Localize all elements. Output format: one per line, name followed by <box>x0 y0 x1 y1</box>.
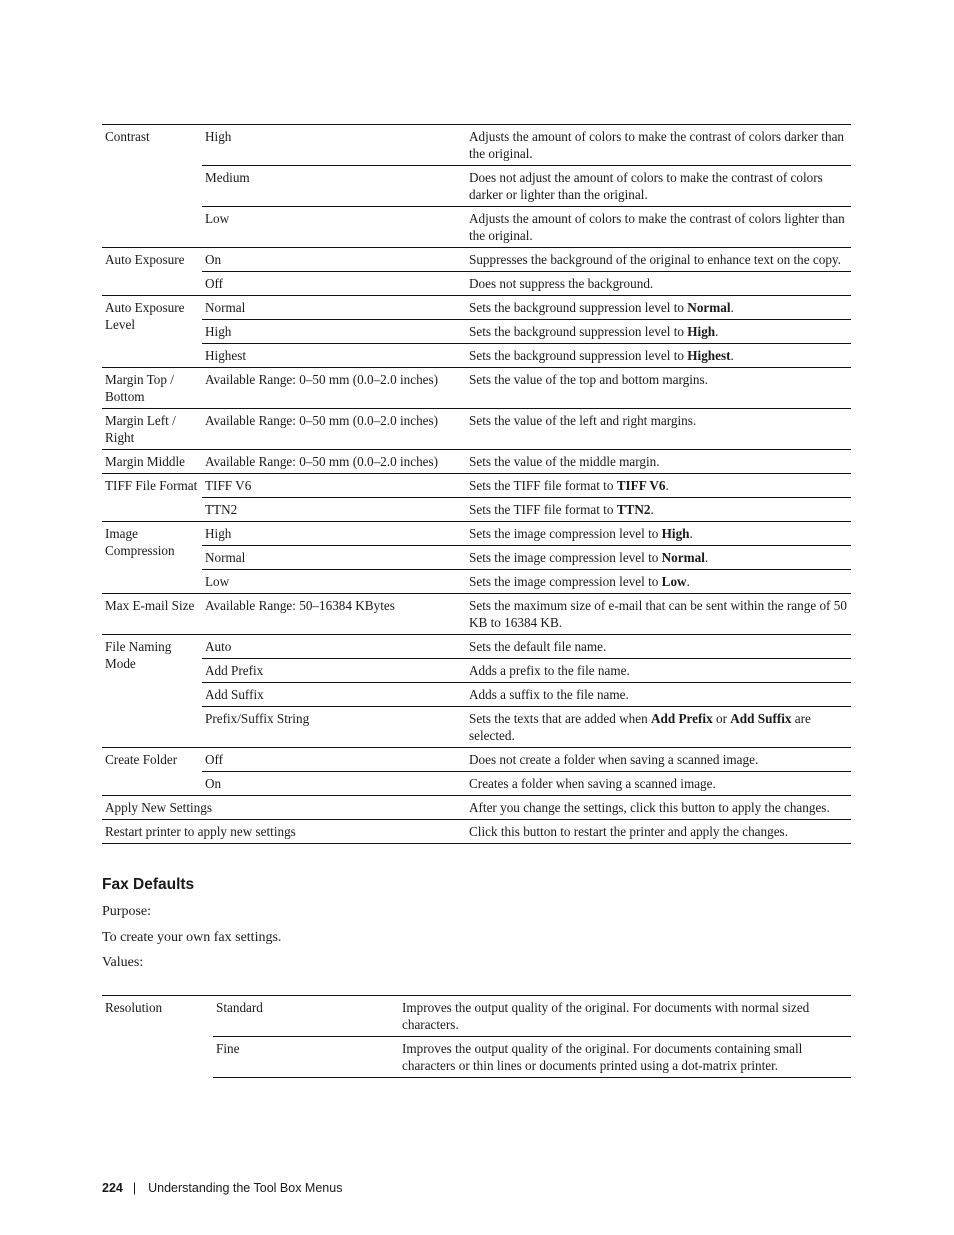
table-row <box>102 248 851 272</box>
description-text: are selected. <box>469 711 811 743</box>
table-row <box>102 320 851 344</box>
emphasized-term: TTN2 <box>616 502 651 517</box>
table-row <box>102 450 851 474</box>
option-value: Highest <box>202 344 466 368</box>
page-footer <box>102 1181 342 1195</box>
table-row <box>102 207 851 248</box>
description-text: . <box>665 478 669 493</box>
description-text: Adjusts the amount of colors to make the contrast of colors darker than the original. <box>469 129 845 161</box>
option-value: Medium <box>202 166 466 207</box>
option-value: TTN2 <box>202 498 466 522</box>
description-text: Sets the default file name. <box>469 639 607 654</box>
table-row <box>102 772 851 796</box>
description-text: Sets the background suppression level to <box>469 300 688 315</box>
option-value: Auto <box>202 635 466 659</box>
option-value: Fine <box>213 1037 399 1078</box>
description-text: Does not suppress the background. <box>469 276 654 291</box>
table-row <box>102 1037 851 1078</box>
description-text: . <box>715 324 719 339</box>
setting-name: Auto Exposure <box>102 248 202 296</box>
page-number: 224 <box>102 1181 123 1195</box>
table-row <box>102 498 851 522</box>
option-value: High <box>202 522 466 546</box>
description-text: Does not adjust the amount of colors to make the contrast of colors darker or lighter than the original. <box>469 170 823 202</box>
table-row <box>102 166 851 207</box>
description-text: Sets the value of the middle margin. <box>469 454 660 469</box>
fax-defaults-table <box>102 995 851 1078</box>
emphasized-term: TIFF V6 <box>616 478 666 493</box>
option-description <box>466 546 851 570</box>
table-row <box>102 344 851 368</box>
option-value: On <box>202 772 466 796</box>
option-value: Prefix/Suffix String <box>202 707 466 748</box>
setting-name: Create Folder <box>102 748 202 796</box>
description-text: Improves the output quality of the original. For documents containing small characters or thin lines or documents printed using a dot-matrix printer. <box>402 1041 803 1073</box>
option-description <box>466 570 851 594</box>
option-description <box>466 683 851 707</box>
description-text: Sets the background suppression level to <box>469 348 688 363</box>
emphasized-term: Normal <box>661 550 705 565</box>
option-description <box>399 1037 851 1078</box>
setting-name: File Naming Mode <box>102 635 202 748</box>
option-value: Standard <box>213 996 399 1037</box>
option-description <box>466 409 851 450</box>
setting-name: Contrast <box>102 125 202 248</box>
option-description <box>466 659 851 683</box>
section-heading: Fax Defaults <box>102 876 195 893</box>
table-row <box>102 707 851 748</box>
description-text: Sets the TIFF file format to <box>469 478 617 493</box>
option-description <box>466 272 851 296</box>
option-description <box>466 368 851 409</box>
option-description <box>466 820 851 844</box>
option-description <box>466 344 851 368</box>
setting-name: Margin Middle <box>102 450 202 474</box>
option-description <box>466 594 851 635</box>
option-description <box>399 996 851 1037</box>
option-value: Available Range: 0–50 mm (0.0–2.0 inches) <box>202 450 466 474</box>
emphasized-term: Normal <box>687 300 731 315</box>
values-label: Values: <box>102 955 144 970</box>
description-text: Sets the texts that are added when <box>469 711 652 726</box>
option-value: On <box>202 248 466 272</box>
footer-title: Understanding the Tool Box Menus <box>148 1181 343 1195</box>
setting-name: Resolution <box>102 996 213 1078</box>
table-row <box>102 820 851 844</box>
option-description <box>466 166 851 207</box>
option-description <box>466 635 851 659</box>
description-text: Creates a folder when saving a scanned image. <box>469 776 716 791</box>
table-row <box>102 474 851 498</box>
emphasized-term: High <box>687 324 716 339</box>
option-value: Available Range: 50–16384 KBytes <box>202 594 466 635</box>
description-text: Improves the output quality of the original. For documents with normal sized characters. <box>402 1000 810 1032</box>
table-row <box>102 796 851 820</box>
table-row <box>102 570 851 594</box>
setting-name: Apply New Settings <box>102 796 466 820</box>
table-row <box>102 748 851 772</box>
description-text: Sets the image compression level to <box>469 574 662 589</box>
description-text: Sets the TIFF file format to <box>469 502 617 517</box>
option-value: Available Range: 0–50 mm (0.0–2.0 inches) <box>202 368 466 409</box>
description-text: Adds a prefix to the file name. <box>469 663 630 678</box>
table-row <box>102 296 851 320</box>
option-description <box>466 248 851 272</box>
description-text: . <box>730 348 734 363</box>
description-text: . <box>686 574 690 589</box>
option-description <box>466 772 851 796</box>
option-description <box>466 450 851 474</box>
table-row <box>102 683 851 707</box>
option-value: TIFF V6 <box>202 474 466 498</box>
option-value: Off <box>202 748 466 772</box>
table-row <box>102 594 851 635</box>
option-description <box>466 748 851 772</box>
option-value: Normal <box>202 546 466 570</box>
option-value: Off <box>202 272 466 296</box>
setting-name: Auto Exposure Level <box>102 296 202 368</box>
emphasized-term: Low <box>661 574 687 589</box>
table-row <box>102 272 851 296</box>
option-description <box>466 474 851 498</box>
purpose-label: Purpose: <box>102 904 151 919</box>
description-text: Sets the value of the left and right margins. <box>469 413 697 428</box>
option-description <box>466 125 851 166</box>
option-value: High <box>202 125 466 166</box>
description-text: Suppresses the background of the original to enhance text on the copy. <box>469 252 841 267</box>
emphasized-term: High <box>661 526 690 541</box>
table-row <box>102 522 851 546</box>
table-row <box>102 125 851 166</box>
option-value: Add Prefix <box>202 659 466 683</box>
table-row <box>102 546 851 570</box>
footer-separator: | <box>132 1181 137 1195</box>
setting-name: Max E-mail Size <box>102 594 202 635</box>
option-value: Low <box>202 570 466 594</box>
setting-name: Margin Left / Right <box>102 409 202 450</box>
description-text: or <box>712 711 731 726</box>
description-text: Sets the image compression level to <box>469 550 662 565</box>
option-description <box>466 296 851 320</box>
option-description <box>466 498 851 522</box>
option-description <box>466 707 851 748</box>
setting-name: Restart printer to apply new settings <box>102 820 466 844</box>
emphasized-term: Highest <box>687 348 731 363</box>
option-value: Available Range: 0–50 mm (0.0–2.0 inches) <box>202 409 466 450</box>
description-text: . <box>689 526 693 541</box>
table-row <box>102 368 851 409</box>
description-text: Does not create a folder when saving a scanned image. <box>469 752 759 767</box>
option-description <box>466 796 851 820</box>
option-value: High <box>202 320 466 344</box>
option-value: Low <box>202 207 466 248</box>
table-row <box>102 659 851 683</box>
description-text: Sets the value of the top and bottom margins. <box>469 372 708 387</box>
option-value: Add Suffix <box>202 683 466 707</box>
setting-name: TIFF File Format <box>102 474 202 522</box>
description-text: . <box>704 550 709 565</box>
setting-name: Margin Top / Bottom <box>102 368 202 409</box>
emphasized-term: Add Suffix <box>730 711 792 726</box>
description-text: Adjusts the amount of colors to make the contrast of colors lighter than the original. <box>469 211 845 243</box>
description-text: Sets the maximum size of e-mail that can be sent within the range of 50 KB to 16384 KB. <box>469 598 847 630</box>
table-row <box>102 996 851 1037</box>
description-text: . <box>650 502 654 517</box>
setting-name: Image Compression <box>102 522 202 594</box>
description-text: Sets the image compression level to <box>469 526 662 541</box>
table-row <box>102 635 851 659</box>
scan-defaults-table <box>102 124 851 844</box>
description-text: . <box>730 300 734 315</box>
emphasized-term: Add Prefix <box>651 711 713 726</box>
table-row <box>102 409 851 450</box>
option-description <box>466 320 851 344</box>
description-text: Sets the background suppression level to <box>469 324 688 339</box>
option-value: Normal <box>202 296 466 320</box>
description-text: After you change the settings, click this button to apply the changes. <box>469 800 830 815</box>
purpose-text: To create your own fax settings. <box>102 930 282 945</box>
option-description <box>466 207 851 248</box>
option-description <box>466 522 851 546</box>
description-text: Click this button to restart the printer and apply the changes. <box>469 824 788 839</box>
description-text: Adds a suffix to the file name. <box>469 687 629 702</box>
